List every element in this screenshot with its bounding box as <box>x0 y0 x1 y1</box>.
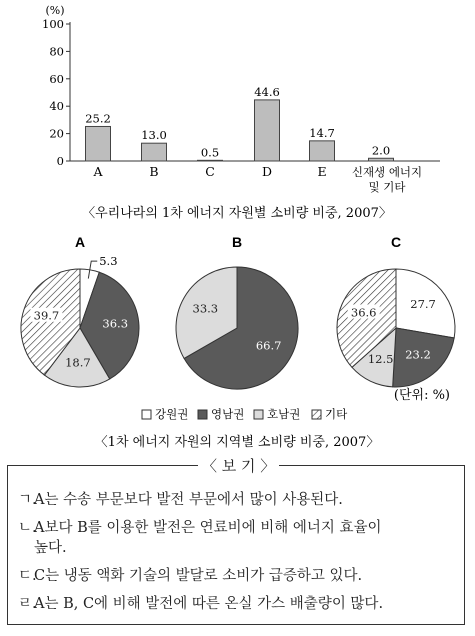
pie-title: B <box>231 234 243 250</box>
x-tick-label: 및 기타 <box>368 180 406 194</box>
legend-swatch <box>254 410 263 419</box>
bogi-item-mark: ㄱ. <box>18 492 37 508</box>
pie-value-label: 33.3 <box>192 301 219 316</box>
pie-value-label: 12.5 <box>367 351 394 366</box>
pie-value-label: 5.3 <box>99 254 118 269</box>
bar <box>310 141 335 161</box>
bogi-item <box>18 594 383 614</box>
pie-value-label: 18.7 <box>65 355 91 370</box>
pie-value-label: 36.3 <box>102 316 129 331</box>
bogi-item <box>18 490 343 510</box>
legend-label: 기타 <box>325 407 348 421</box>
bar-chart <box>42 4 440 194</box>
y-tick-label: 20 <box>49 126 64 141</box>
legend-label: 영남권 <box>211 407 245 421</box>
bar-value-label: 14.7 <box>309 125 335 140</box>
bogi-item-text: A는 B, C에 비해 발전에 따른 온실 가스 배출량이 많다. <box>34 596 384 612</box>
x-tick-label: E <box>317 164 327 179</box>
bogi-item-text: C는 냉동 액화 기술의 발달로 소비가 급증하고 있다. <box>34 568 363 584</box>
pie-title: C <box>390 234 402 250</box>
pie-value-label: 27.7 <box>410 297 436 312</box>
pie-chart-title: 〈1차 에너지 자원의 지역별 소비량 비중, 2007〉 <box>94 435 380 450</box>
legend-label: 호남권 <box>267 407 301 421</box>
bogi-item-mark: ㄹ. <box>18 596 37 612</box>
x-tick-label: D <box>261 164 273 179</box>
x-tick-label: B <box>149 164 159 179</box>
bogi-item-text: A는 수송 부문보다 발전 부문에서 많이 사용된다. <box>34 492 343 508</box>
y-tick-label: 0 <box>56 154 64 168</box>
legend-swatch <box>142 410 151 419</box>
bar-value-label: 25.2 <box>85 111 111 126</box>
bar <box>255 100 280 161</box>
bogi-item-mark: ㄴ. <box>18 520 37 536</box>
x-tick-label: 신재생 에너지 <box>351 165 423 179</box>
pie-charts <box>21 234 455 389</box>
y-tick-label: 80 <box>49 44 64 59</box>
y-tick-label: 100 <box>42 17 64 31</box>
bar <box>86 126 111 161</box>
pie-legend <box>142 407 348 421</box>
bogi-item <box>18 518 382 558</box>
pie-value-label: 66.7 <box>255 338 282 353</box>
legend-label: 강원권 <box>155 407 189 421</box>
bar-value-label: 13.0 <box>141 128 167 143</box>
bogi-item-text: A보다 B를 이용한 발전은 연료비에 비해 에너지 효율이 <box>34 520 382 536</box>
y-tick-label: 60 <box>49 71 64 86</box>
bogi-title: 〈 보 기 〉 <box>198 455 279 476</box>
legend-swatch <box>312 410 321 419</box>
y-tick-label: 40 <box>49 99 64 114</box>
bar-value-label: 0.5 <box>200 145 220 160</box>
bar <box>142 143 167 161</box>
bar-value-label: 2.0 <box>371 143 391 158</box>
pie-value-label: 39.7 <box>33 308 60 323</box>
bar <box>198 160 223 161</box>
bar <box>369 158 394 161</box>
pie-title: A <box>74 234 86 250</box>
bogi-item-text: 높다. <box>34 540 67 556</box>
legend-swatch <box>198 410 207 419</box>
bogi-item-mark: ㄷ. <box>18 568 37 584</box>
unit-note: (단위: %) <box>393 388 450 403</box>
x-tick-label: C <box>205 164 215 179</box>
bar-chart-title: 〈우리나라의 1차 에너지 자원별 소비량 비중, 2007〉 <box>82 206 392 221</box>
y-axis-unit: (%) <box>45 4 65 17</box>
pie-value-label: 36.6 <box>350 305 377 320</box>
bar-value-label: 44.6 <box>254 84 280 99</box>
bogi-item <box>18 566 362 586</box>
x-tick-label: A <box>93 164 103 179</box>
pie-value-label: 23.2 <box>405 347 431 362</box>
